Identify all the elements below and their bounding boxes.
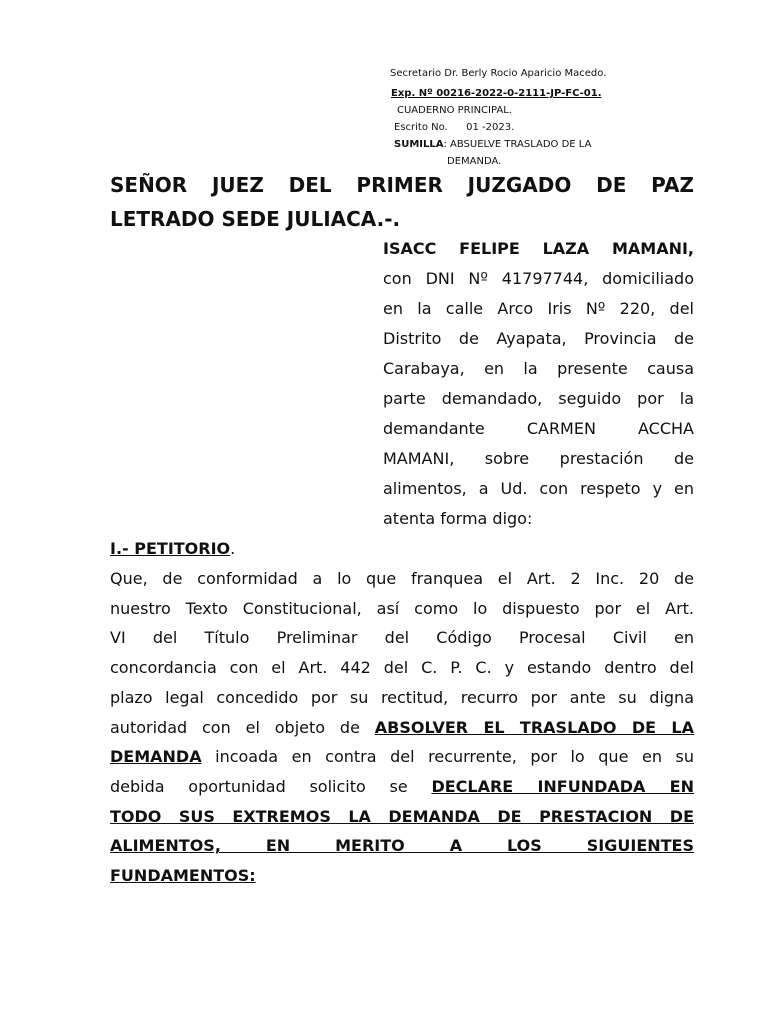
section-heading-text: I.- PETITORIO	[110, 539, 231, 558]
paragraph-line: nuestro Texto Constitucional, así como lo dispuesto por el Art.	[110, 598, 694, 618]
court-title-line-1: SEÑOR JUEZ DEL PRIMER JUZGADO DE PAZ	[110, 173, 694, 197]
cuaderno-line	[397, 102, 512, 119]
secretario-line	[390, 65, 606, 82]
section-heading-punct: .	[230, 539, 236, 558]
section-heading-petitorio	[110, 534, 235, 564]
sumilla-text-1: : ABSUELVE TRASLADO DE LA	[443, 139, 592, 150]
party-identification	[383, 234, 694, 534]
paragraph-line-emphasis: FUNDAMENTOS:	[110, 866, 256, 886]
party-line: alimentos, a Ud. con respeto y en	[383, 479, 694, 498]
paragraph-line: concordancia con el Art. 442 del C. P. C. y estando dentro del	[110, 658, 694, 678]
party-line: parte demandado, seguido por la	[383, 389, 694, 408]
sumilla-line	[394, 136, 591, 153]
escrito-line	[394, 119, 514, 136]
sumilla-text-2: DEMANDA.	[447, 156, 502, 167]
expediente-number: Exp. Nº 00216-2022-0-2111-JP-FC-01.	[391, 88, 602, 99]
emphasis-demanda: DEMANDA	[110, 747, 202, 767]
paragraph-text: debida oportunidad solicito se	[110, 776, 432, 796]
party-line: con DNI Nº 41797744, domiciliado	[383, 269, 694, 288]
paragraph-text: autoridad con el objeto de	[110, 717, 375, 737]
court-title-line-2: LETRADO SEDE JULIACA.-.	[110, 207, 401, 231]
secretario-text: Secretario Dr. Berly Rocio Aparicio Macedo.	[390, 68, 607, 79]
petitorio-paragraph	[110, 564, 694, 891]
paragraph-line: VI del Título Preliminar del Código Procesal Civil en	[110, 628, 694, 648]
party-name: ISACC FELIPE LAZA MAMANI,	[383, 239, 694, 258]
paragraph-line: Que, de conformidad a lo que franquea el Art. 2 Inc. 20 de	[110, 569, 694, 588]
party-line: atenta forma digo:	[383, 509, 533, 528]
paragraph-line-emphasis: ALIMENTOS, EN MERITO A LOS SIGUIENTES	[110, 836, 694, 856]
emphasis-declare: DECLARE INFUNDADA EN	[431, 776, 694, 796]
sumilla-label: SUMILLA	[394, 139, 444, 150]
escrito-label: Escrito No.	[394, 122, 448, 133]
paragraph-text: incoada en contra del recurrente, por lo que en su	[201, 747, 694, 767]
party-line: MAMANI, sobre prestación de	[383, 449, 694, 468]
paragraph-line: plazo legal concedido por su rectitud, recurro por ante su digna	[110, 687, 694, 707]
paragraph-line	[110, 742, 694, 772]
expediente-line	[391, 85, 602, 102]
party-line: Carabaya, en la presente causa	[383, 359, 694, 378]
party-line: demandante CARMEN ACCHA	[383, 419, 694, 438]
cuaderno-text: CUADERNO PRINCIPAL.	[397, 105, 512, 116]
escrito-value: 01 -2023.	[466, 122, 515, 133]
paragraph-line	[110, 713, 694, 743]
party-line: en la calle Arco Iris Nº 220, del	[383, 299, 694, 318]
emphasis-absolver: ABSOLVER EL TRASLADO DE LA	[374, 717, 695, 737]
party-line: Distrito de Ayapata, Provincia de	[383, 329, 694, 348]
paragraph-line-emphasis: TODO SUS EXTREMOS LA DEMANDA DE PRESTACION DE	[110, 806, 694, 826]
paragraph-line	[110, 772, 694, 802]
